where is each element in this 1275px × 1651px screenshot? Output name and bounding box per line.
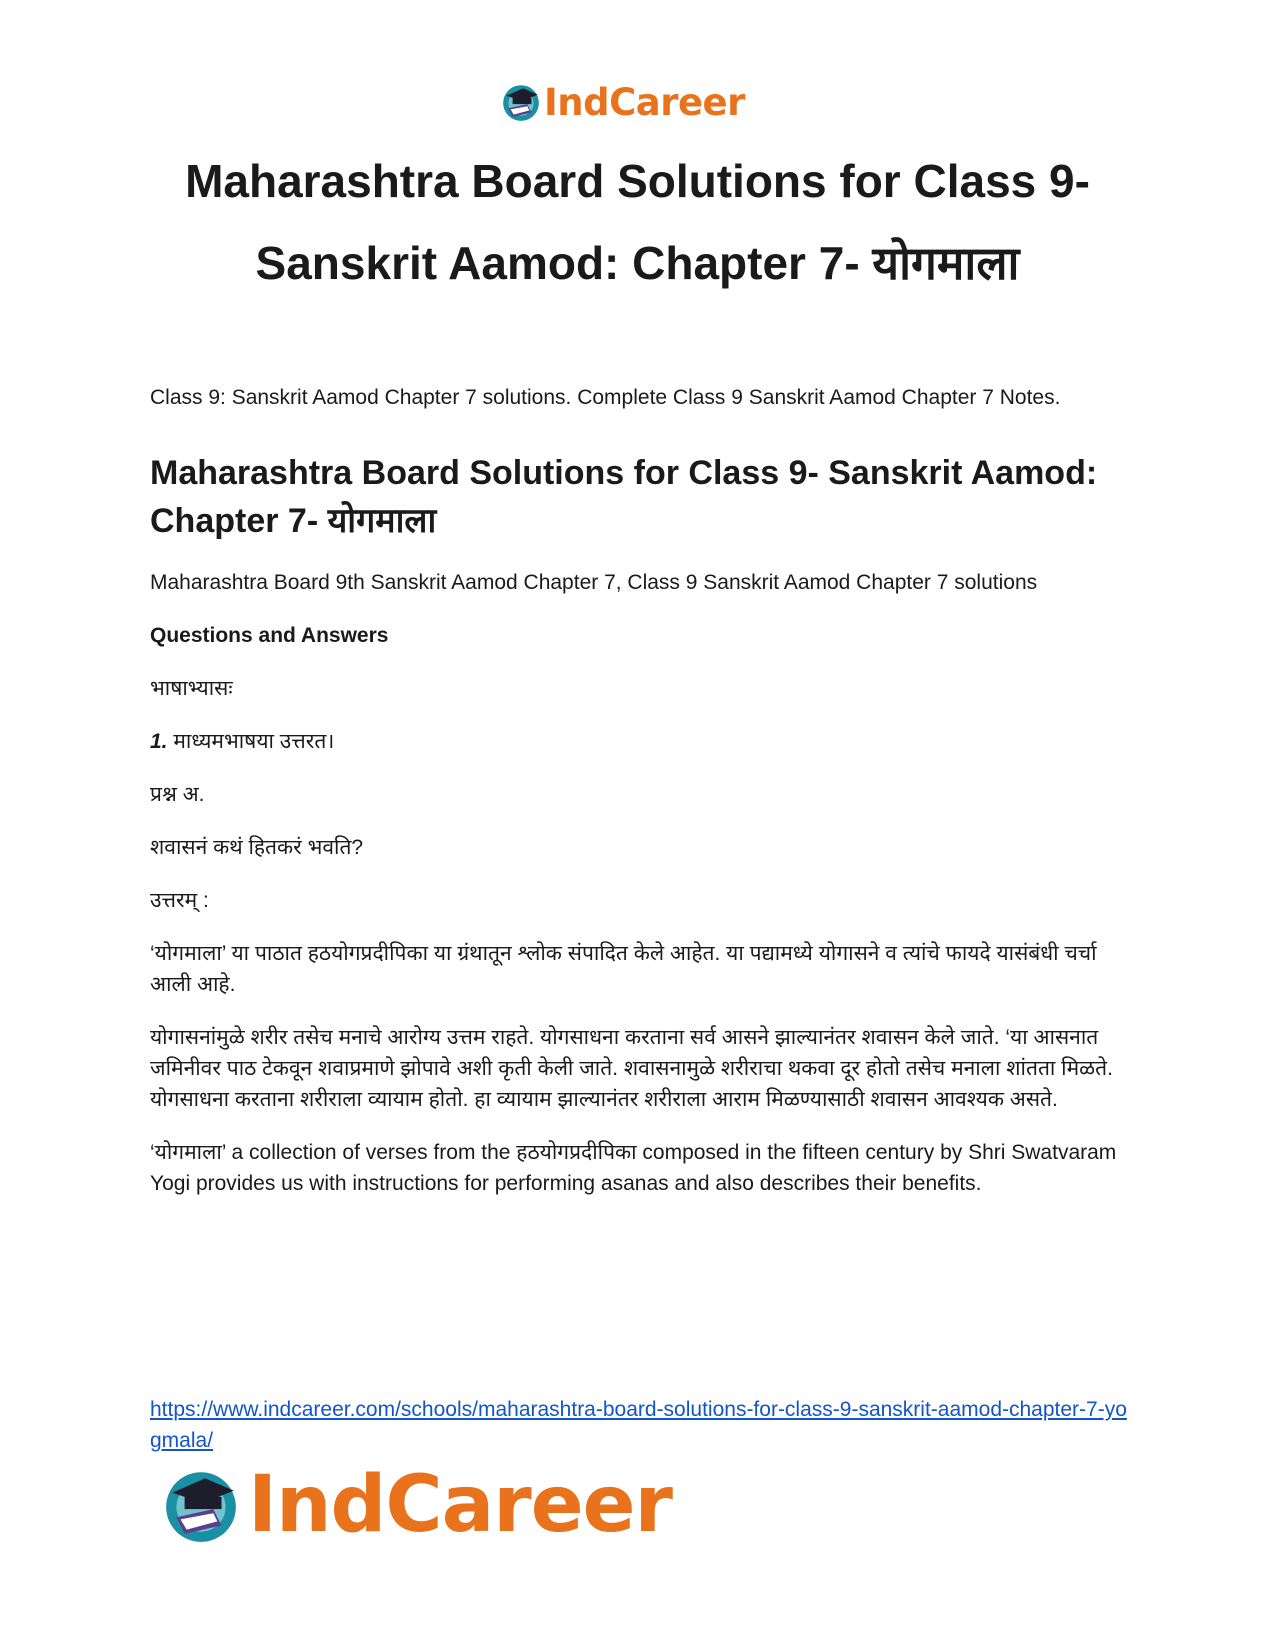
subtitle-paragraph: Maharashtra Board 9th Sanskrit Aamod Chapter 7, Class 9 Sanskrit Aamod Chapter 7 solutions bbox=[150, 571, 1038, 594]
intro-paragraph: Class 9: Sanskrit Aamod Chapter 7 solutions. Complete Class 9 Sanskrit Aamod Chapter 7 Notes. bbox=[150, 386, 1061, 409]
source-link-block bbox=[150, 1394, 1130, 1456]
section-heading: Maharashtra Board Solutions for Class 9- Sanskrit Aamod: Chapter 7- योगमाला bbox=[150, 454, 1098, 540]
question-text: शवासनं कथं हितकरं भवति? bbox=[150, 836, 364, 859]
answer-label: उत्तरम् : bbox=[150, 889, 209, 912]
page-title bbox=[100, 140, 1175, 304]
answer-paragraph-3: ‘योगमाला’ a collection of verses from the हठयोगप्रदीपिका composed in the fifteen century by Shri Swatvaram Yogi provides us with instructions for performing asanas and also describes their benefits. bbox=[150, 1141, 1117, 1195]
graduation-cap-globe-icon bbox=[160, 1464, 242, 1546]
answer-paragraph-1: ‘योगमाला’ या पाठात हठयोगप्रदीपिका या ग्रंथातून श्लोक संपादित केले आहेत. या पद्यामध्ये योगासने व त्यांचे फायदे यासंबंधी चर्चा आली आहे. bbox=[150, 942, 1097, 996]
logo-text: IndCareer bbox=[248, 1460, 672, 1550]
question-number: 1. bbox=[150, 730, 168, 753]
title-line-1: Maharashtra Board Solutions for Class 9- bbox=[185, 155, 1090, 207]
exercise-label: भाषाभ्यासः bbox=[150, 677, 233, 700]
source-link[interactable]: https://www.indcareer.com/schools/maharashtra-board-solutions-for-class-9-sanskrit-aamod-chapter-7-yogmala/ bbox=[150, 1398, 1127, 1452]
logo-text: IndCareer bbox=[544, 80, 745, 124]
question-1-text: माध्यमभाषया उत्तरत। bbox=[167, 730, 335, 753]
qa-heading: Questions and Answers bbox=[150, 624, 389, 647]
bottom-logo bbox=[160, 1460, 672, 1550]
title-line-2: Sanskrit Aamod: Chapter 7- योगमाला bbox=[255, 237, 1020, 289]
answer-paragraph-2: योगासनांमुळे शरीर तसेच मनाचे आरोग्य उत्तम राहते. योगसाधना करताना सर्व आसने झाल्यानंतर शवासन केले जाते. ‘या आसनात जमिनीवर पाठ टेकवून शवाप्रमाणे झोपावे अशी कृती केली जाते. शवासनामुळे शरीराचा थकवा दूर होतो तसेच मनाला शांतता मिळते. योगसाधना करताना शरीराला व्यायाम होतो. हा व्यायाम झाल्यानंतर शरीराला आराम मिळण्यासाठी शवासन आवश्यक असते. bbox=[150, 1026, 1113, 1111]
graduation-cap-globe-icon bbox=[500, 81, 542, 123]
question-label: प्रश्न अ. bbox=[150, 783, 205, 806]
question-1 bbox=[150, 726, 1130, 757]
top-logo bbox=[500, 78, 745, 126]
document-body bbox=[150, 382, 1130, 1199]
